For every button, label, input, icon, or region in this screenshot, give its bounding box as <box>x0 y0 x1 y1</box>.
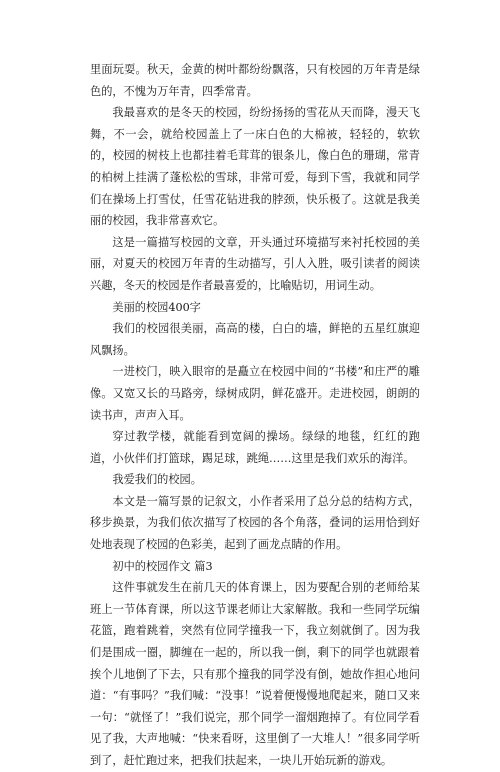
paragraph-7: 我爱我们的校园。 <box>112 473 202 487</box>
paragraph-4: 我们的校园很美丽，高高的楼，白白的墙，鲜艳的五星红旗迎风飘扬。 <box>90 322 420 357</box>
paragraph-1: 里面玩耍。秋天，金黄的树叶都纷纷飘落，只有校园的万年青是绿色的，不愧为万年青，四季常青。 <box>90 63 420 98</box>
paragraph-3: 这是一篇描写校园的文章，开头通过环境描写来衬托校园的美丽，对夏天的校园万年青的生动描写，引人入胜，吸引读者的阅读兴趣，冬天的校园是作者最喜爱的，比喻贴切，用词生动。 <box>90 235 420 292</box>
section-heading-1: 美丽的校园400字 <box>112 300 201 314</box>
paragraph-9: 这件事就发生在前几天的体育课上，因为要配合别的老师给某班上一节体育课，所以这节课老师让大家解散。我和一些同学玩编花篮，跑着跳着，突然有位同学撞我一下，我立刻就倒了。因为我们是围成一圈，脚缠在一起的，所以我一倒，剩下的同学也就跟着挨个儿地倒了下去，只有那个撞我的同学没有倒，她故作担心地问道：“有事吗？”我们喊：“没事！”说着便慢慢地爬起来，随口又来一句：“就怪了！”我们说完，那个同学一溜烟跑掉了。有位同学看见了我，大声地喊：“快来看呀，这里倒了一大堆人！”很多同学听到了，赶忙跑过来，把我们扶起来，一块儿开始玩新的游戏。 <box>90 581 420 767</box>
paragraph-8: 本文是一篇写景的记叙文，小作者采用了总分总的结构方式，移步换景，为我们依次描写了校园的各个角落，叠词的运用恰到好处地表现了校园的色彩美，起到了画龙点睛的作用。 <box>90 494 420 552</box>
paragraph-6: 穿过教学楼，就能看到宽阔的操场。绿绿的地毯，红红的跑道，小伙伴们打篮球，踢足球，跳绳……这里是我们欢乐的海洋。 <box>90 430 420 465</box>
paragraph-5: 一进校门，映入眼帘的是矗立在校园中间的“书楼”和庄严的雕像。又宽又长的马路旁，绿树成阴，鲜花盛开。走进校园，朗朗的读书声，声声入耳。 <box>90 365 420 422</box>
section-heading-2: 初中的校园作文 篇3 <box>112 559 213 573</box>
paragraph-2: 我最喜欢的是冬天的校园，纷纷扬扬的雪花从天而降，漫天飞舞，不一会，就给校园盖上了一床白色的大棉被，轻轻的，软软的，校园的树枝上也都挂着毛茸茸的银条儿，像白色的珊瑚，常青的柏树上挂满了蓬松松的雪球，非常可爱，每到下雪，我就和同学们在操场上打雪仗，任雪花钻进我的脖颈，快乐极了。这就是我美丽的校园，我非常喜欢它。 <box>90 106 420 228</box>
